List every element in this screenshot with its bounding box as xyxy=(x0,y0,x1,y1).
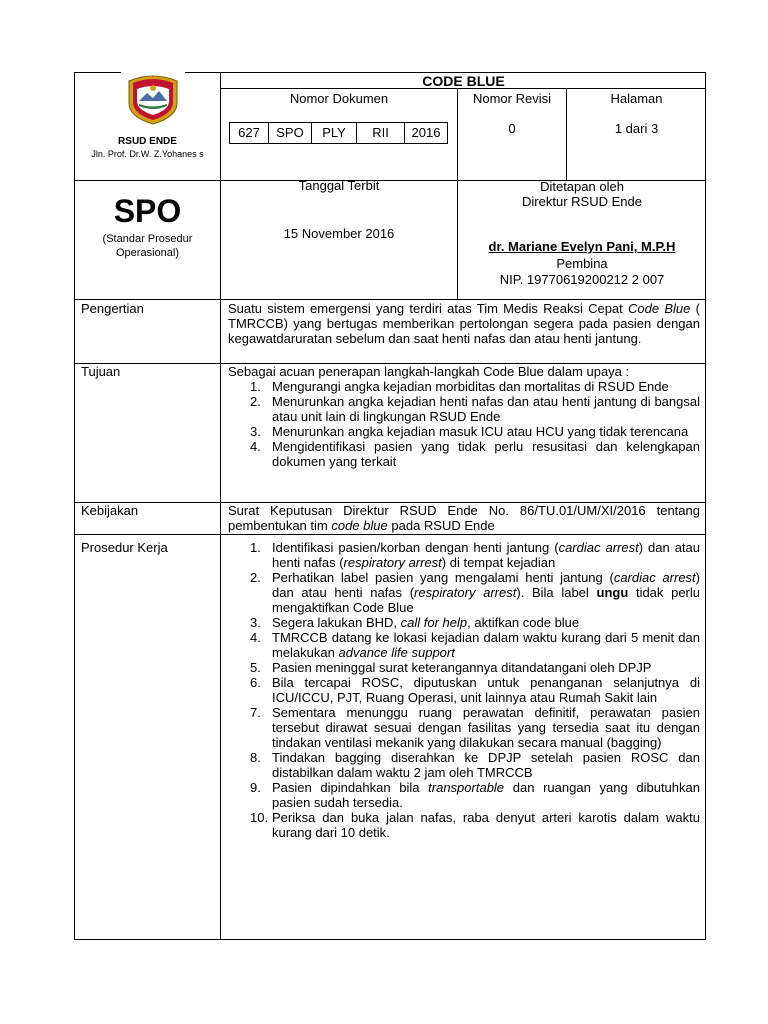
text-segment: Surat Keputusan Direktur RSUD Ende No. 86/TU.01/UM/XI/2016 tentang pembentukan tim xyxy=(228,503,700,533)
text-segment-italic: call for help xyxy=(400,615,468,630)
text-segment: TMRCCB datang ke lokasi kejadian dalam waktu kurang dari 5 menit dan melakukan xyxy=(272,630,700,660)
spo-subtitle xyxy=(75,232,220,260)
list-item-text: Bila tercapai ROSC, diputuskan untuk penanganan selanjutnya di ICU/ICCU, PJT, Ruang Operasi, unit lainnya atau Rumah Sakit lain xyxy=(272,675,700,705)
text-segment-italic: advance life support xyxy=(338,645,455,660)
list-item-text: Mengidentifikasi pasien yang tidak perlu resusitasi dan kelengkapan dokumen yang terkait xyxy=(272,439,700,469)
tujuan-intro: Sebagai acuan penerapan langkah-langkah Code Blue dalam upaya : xyxy=(228,364,630,379)
halaman-value: 1 dari 3 xyxy=(614,121,659,136)
ditetapan-oleh: Ditetapan oleh xyxy=(540,179,624,194)
text-segment: Segera lakukan BHD, xyxy=(272,615,398,630)
halaman-label: Halaman xyxy=(610,91,663,106)
list-item: 10. Periksa dan buka jalan nafas, raba denyut arteri karotis dalam waktu kurang dari 10 detik. xyxy=(250,810,700,840)
spo-document xyxy=(74,72,706,940)
ditetapan-direktur: Direktur RSUD Ende xyxy=(522,194,642,209)
list-item: 2. Menurunkan angka kejadian henti nafas dan atau henti jantung di bangsal atau unit lain di lingkungan RSUD Ende xyxy=(250,394,700,424)
kebijakan-label: Kebijakan xyxy=(81,503,139,518)
text-segment-italic: code blue xyxy=(331,518,388,533)
list-item-text: Pasien meninggal surat keterangannya ditandatangani oleh DPJP xyxy=(272,660,652,675)
text-segment: ) dan atau henti nafas ( xyxy=(272,540,700,570)
divider xyxy=(75,299,706,300)
tujuan-list xyxy=(228,379,700,469)
doc-number-part: 627 xyxy=(229,122,269,144)
rsud-ende-logo xyxy=(123,73,183,125)
prosedur-content xyxy=(228,540,700,840)
text-segment-italic: cardiac arrest xyxy=(558,540,639,555)
list-item: 7. Sementara menunggu ruang perawatan definitif, perawatan pasien tersebut dirawat sesuai dengan fasilitas yang tersedia saat itu dengan tindakan ventilasi mekanik yang dilakukan secara manual (bagging) xyxy=(250,705,700,750)
text-segment: Identifikasi pasien/korban dengan henti jantung ( xyxy=(272,540,559,555)
text-segment: Pasien dipindahkan bila xyxy=(272,780,420,795)
list-item: 4. TMRCCB datang ke lokasi kejadian dalam waktu kurang dari 5 menit dan melakukan advance life support xyxy=(250,630,700,660)
text-segment: ) di tempat kejadian xyxy=(441,555,556,570)
document-title: CODE BLUE xyxy=(422,73,505,89)
text-segment: pada RSUD Ende xyxy=(391,518,495,533)
signer-nip: NIP. 19770619200212 2 007 xyxy=(499,272,665,287)
doc-number-part: RII xyxy=(356,122,405,144)
list-item-text: Sementara menunggu ruang perawatan definitif, perawatan pasien tersebut dirawat sesuai dengan fasilitas yang tersedia saat itu dengan tindakan ventilasi mekanik yang dilakukan secara manual (bagging) xyxy=(272,705,700,750)
text-segment-italic: respiratory arrest xyxy=(343,555,442,570)
tujuan-content xyxy=(228,364,700,469)
list-item: 6. Bila tercapai ROSC, diputuskan untuk penanganan selanjutnya di ICU/ICCU, PJT, Ruang Operasi, unit lainnya atau Rumah Sakit lain xyxy=(250,675,700,705)
prosedur-label: Prosedur Kerja xyxy=(81,540,168,555)
doc-number-part: PLY xyxy=(311,122,357,144)
doc-number-part: SPO xyxy=(268,122,312,144)
text-segment-italic: Code Blue xyxy=(628,301,691,316)
spo-title: SPO xyxy=(113,193,182,229)
prosedur-list xyxy=(228,540,700,840)
text-segment-italic: respiratory arrest xyxy=(414,585,517,600)
text-segment: ). Bila label xyxy=(516,585,589,600)
list-item-text: Periksa dan buka jalan nafas, raba denyut arteri karotis dalam waktu kurang dari 10 detik. xyxy=(272,810,700,840)
list-item: 8. Tindakan bagging diserahkan ke DPJP setelah pasien ROSC dan distabilkan dalam waktu 2 jam oleh TMRCCB xyxy=(250,750,700,780)
list-item: 1. Mengurangi angka kejadian morbiditas dan mortalitas di RSUD Ende xyxy=(250,379,669,394)
list-item-text: Menurunkan angka kejadian masuk ICU atau HCU yang tidak terencana xyxy=(272,424,689,439)
text-segment-italic: cardiac arrest xyxy=(613,570,696,585)
text-segment-bold: ungu xyxy=(596,585,629,600)
text-segment: , aktifkan code blue xyxy=(467,615,580,630)
hospital-address: Jln. Prof. Dr.W. Z.Yohanes s xyxy=(91,149,204,159)
signer-name: dr. Mariane Evelyn Pani, M.P.H xyxy=(488,239,676,254)
doc-number-part: 2016 xyxy=(404,122,448,144)
divider xyxy=(220,73,221,939)
list-item: 5. Pasien meninggal surat keterangannya ditandatangani oleh DPJP xyxy=(250,660,652,675)
list-item-text: Mengurangi angka kejadian morbiditas dan mortalitas di RSUD Ende xyxy=(272,379,669,394)
divider xyxy=(75,534,706,535)
nomor-revisi-label: Nomor Revisi xyxy=(472,91,551,106)
list-item: 3. Menurunkan angka kejadian masuk ICU atau HCU yang tidak terencana xyxy=(250,424,689,439)
text-segment: dan ruangan yang dibutuhkan pasien sudah tersedia. xyxy=(272,780,700,810)
text-segment: ) dan atau henti nafas ( xyxy=(272,570,700,600)
text-segment: tidak perlu mengaktifkan Code Blue xyxy=(272,585,700,615)
tanggal-terbit-label: Tanggal Terbit xyxy=(298,178,380,193)
hospital-name: RSUD ENDE xyxy=(118,136,177,147)
text-segment: Suatu sistem emergensi yang terdiri atas Tim Medis Reaksi Cepat xyxy=(228,301,623,316)
kebijakan-text xyxy=(228,503,700,533)
text-segment: ( TMRCCB) yang bertugas memberikan pertolongan segera pada pasien dengan kegawatdaruratan sebelum dan saat henti nafas dan atau henti jantung. xyxy=(228,301,700,346)
list-item: 9. Pasien dipindahkan bila transportable dan ruangan yang dibutuhkan pasien sudah tersedia. xyxy=(250,780,700,810)
text-segment: Perhatikan label pasien yang mengalami henti jantung ( xyxy=(272,570,614,585)
pengertian-text xyxy=(228,301,700,346)
list-item: 4. Mengidentifikasi pasien yang tidak perlu resusitasi dan kelengkapan dokumen yang terkait xyxy=(250,439,700,469)
text-segment-italic: transportable xyxy=(428,780,505,795)
spo-subtitle-line: (Standar Prosedur xyxy=(102,233,193,245)
signer-rank: Pembina xyxy=(556,256,608,271)
list-item-text: Menurunkan angka kejadian henti nafas dan atau henti jantung di bangsal atau unit lain di lingkungan RSUD Ende xyxy=(272,394,700,424)
list-item: 2. Perhatikan label pasien yang mengalami henti jantung (cardiac arrest) dan atau henti nafas (respiratory arrest). Bila label ungu tidak perlu mengaktifkan Code Blue xyxy=(250,570,700,615)
list-item: 3. Segera lakukan BHD, call for help, aktifkan code blue xyxy=(250,615,580,630)
list-item-text: Tindakan bagging diserahkan ke DPJP setelah pasien ROSC dan distabilkan dalam waktu 2 jam oleh TMRCCB xyxy=(272,750,700,780)
tujuan-label: Tujuan xyxy=(81,364,121,379)
pengertian-label: Pengertian xyxy=(81,301,144,316)
spo-subtitle-line: Operasional) xyxy=(116,247,179,259)
nomor-revisi-value: 0 xyxy=(508,121,516,136)
list-item: 1. Identifikasi pasien/korban dengan henti jantung (cardiac arrest) dan atau henti nafas (respiratory arrest) di tempat kejadian xyxy=(250,540,700,570)
tanggal-terbit-value: 15 November 2016 xyxy=(283,226,395,241)
nomor-dokumen-label: Nomor Dokumen xyxy=(289,91,389,106)
